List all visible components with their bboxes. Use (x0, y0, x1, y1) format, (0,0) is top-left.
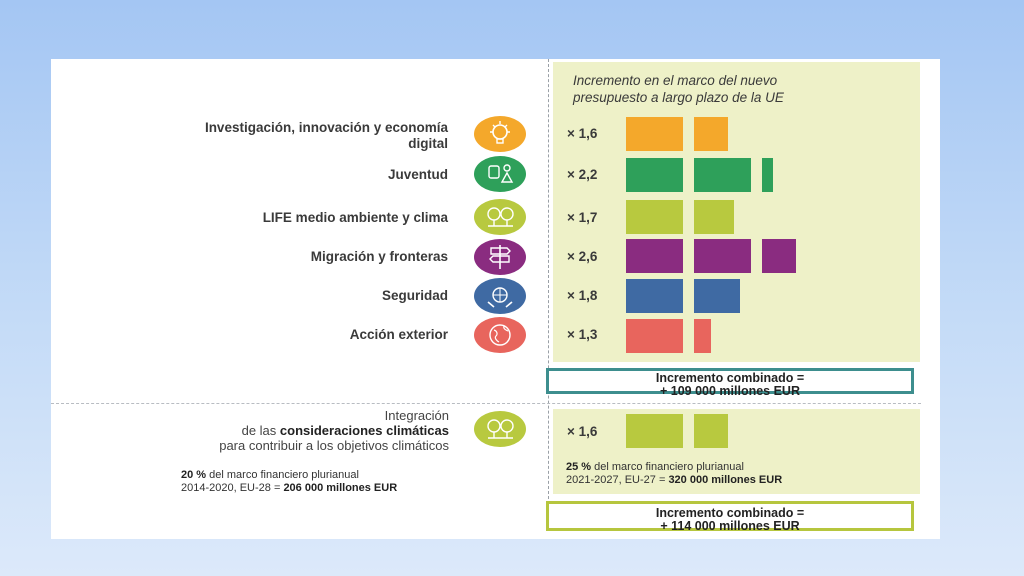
row-label-line: LIFE medio ambiente y clima (262, 210, 448, 225)
new-mff-pct: 25 % (566, 461, 592, 473)
old-mff-text2: 2014-2020, EU-28 = (181, 482, 284, 494)
bar-segment-1-2 (762, 158, 773, 192)
callout-line2: + 114 000 millones EUR (660, 518, 800, 533)
panel-title-line2: presupuesto a largo plazo de la UE (573, 90, 784, 105)
panel-title (573, 72, 893, 106)
bar-segment-4-1 (694, 279, 740, 313)
new-mff-amount: 320 000 millones EUR (668, 474, 783, 486)
increase-panel (553, 62, 920, 362)
infographic-card (51, 59, 940, 539)
new-mff-text (566, 461, 782, 487)
callout-line2: + 109 000 millones EUR (659, 383, 800, 398)
bar-segment-2-0 (626, 200, 683, 234)
trees-icon (474, 199, 526, 235)
youth-icon (474, 156, 526, 192)
row-label-line: Investigación, innovación y economía (204, 120, 448, 135)
row-label-research (88, 120, 448, 152)
new-mff-text1: del marco financiero plurianual (591, 461, 744, 473)
bar-segment-1-1 (694, 158, 751, 192)
old-mff-pct: 20 % (181, 469, 207, 481)
combined-increase-callout (546, 368, 914, 398)
bar-segment-3-0 (626, 239, 683, 273)
row-label-line: Acción exterior (349, 327, 448, 342)
integration-line2-prefix: de las (241, 423, 280, 438)
multiplier-label: × 1,7 (567, 210, 598, 225)
lightbulb-icon (474, 116, 526, 152)
climate-trees-icon (474, 411, 526, 447)
old-mff-text (181, 469, 397, 495)
old-mff-amount: 206 000 millones EUR (283, 482, 398, 494)
row-label-external-action (88, 327, 448, 343)
globe-hands-icon (474, 278, 526, 314)
vertical-divider (548, 59, 549, 499)
multiplier-label: × 2,6 (567, 249, 598, 264)
multiplier-label: × 1,8 (567, 288, 598, 303)
signpost-icon (474, 239, 526, 275)
panel-title-line1: Incremento en el marco del nuevo (573, 73, 778, 88)
bar-segment-2-1 (694, 200, 734, 234)
integration-line1: Integración (384, 408, 449, 423)
climate-multiplier-label: × 1,6 (567, 424, 598, 439)
row-label-line: Seguridad (381, 288, 448, 303)
bar-segment-0-1 (694, 117, 728, 151)
world-icon (474, 317, 526, 353)
integration-line2-bold: consideraciones climáticas (279, 423, 449, 438)
bar-segment-0-0 (626, 117, 683, 151)
bar-segment-1-0 (626, 158, 683, 192)
bar-segment-5-1 (694, 319, 711, 353)
integration-line3: para contribuir a los objetivos climáticos (219, 438, 449, 453)
bar-segment-3-1 (694, 239, 751, 273)
new-mff-text2: 2021-2027, EU-27 = (566, 474, 669, 486)
callout-line1: Incremento combinado = (655, 371, 805, 385)
climate-integration-text (111, 408, 449, 453)
multiplier-label: × 2,2 (567, 167, 598, 182)
row-label-line: Migración y fronteras (310, 249, 448, 264)
bar-segment-climate-0 (626, 414, 683, 448)
row-label-life (88, 210, 448, 226)
row-label-security (88, 288, 448, 304)
bar-segment-3-2 (762, 239, 796, 273)
multiplier-label: × 1,3 (567, 327, 598, 342)
bar-segment-5-0 (626, 319, 683, 353)
climate-combined-increase-callout (546, 501, 914, 531)
row-label-youth (88, 167, 448, 183)
old-mff-text1: del marco financiero plurianual (206, 469, 359, 481)
horizontal-divider (51, 403, 921, 404)
bar-segment-climate-1 (694, 414, 728, 448)
row-label-line: Juventud (387, 167, 448, 182)
row-label-line: digital (408, 136, 448, 151)
row-label-migration (88, 249, 448, 265)
bar-segment-4-0 (626, 279, 683, 313)
callout-line1: Incremento combinado = (655, 506, 805, 520)
multiplier-label: × 1,6 (567, 126, 598, 141)
